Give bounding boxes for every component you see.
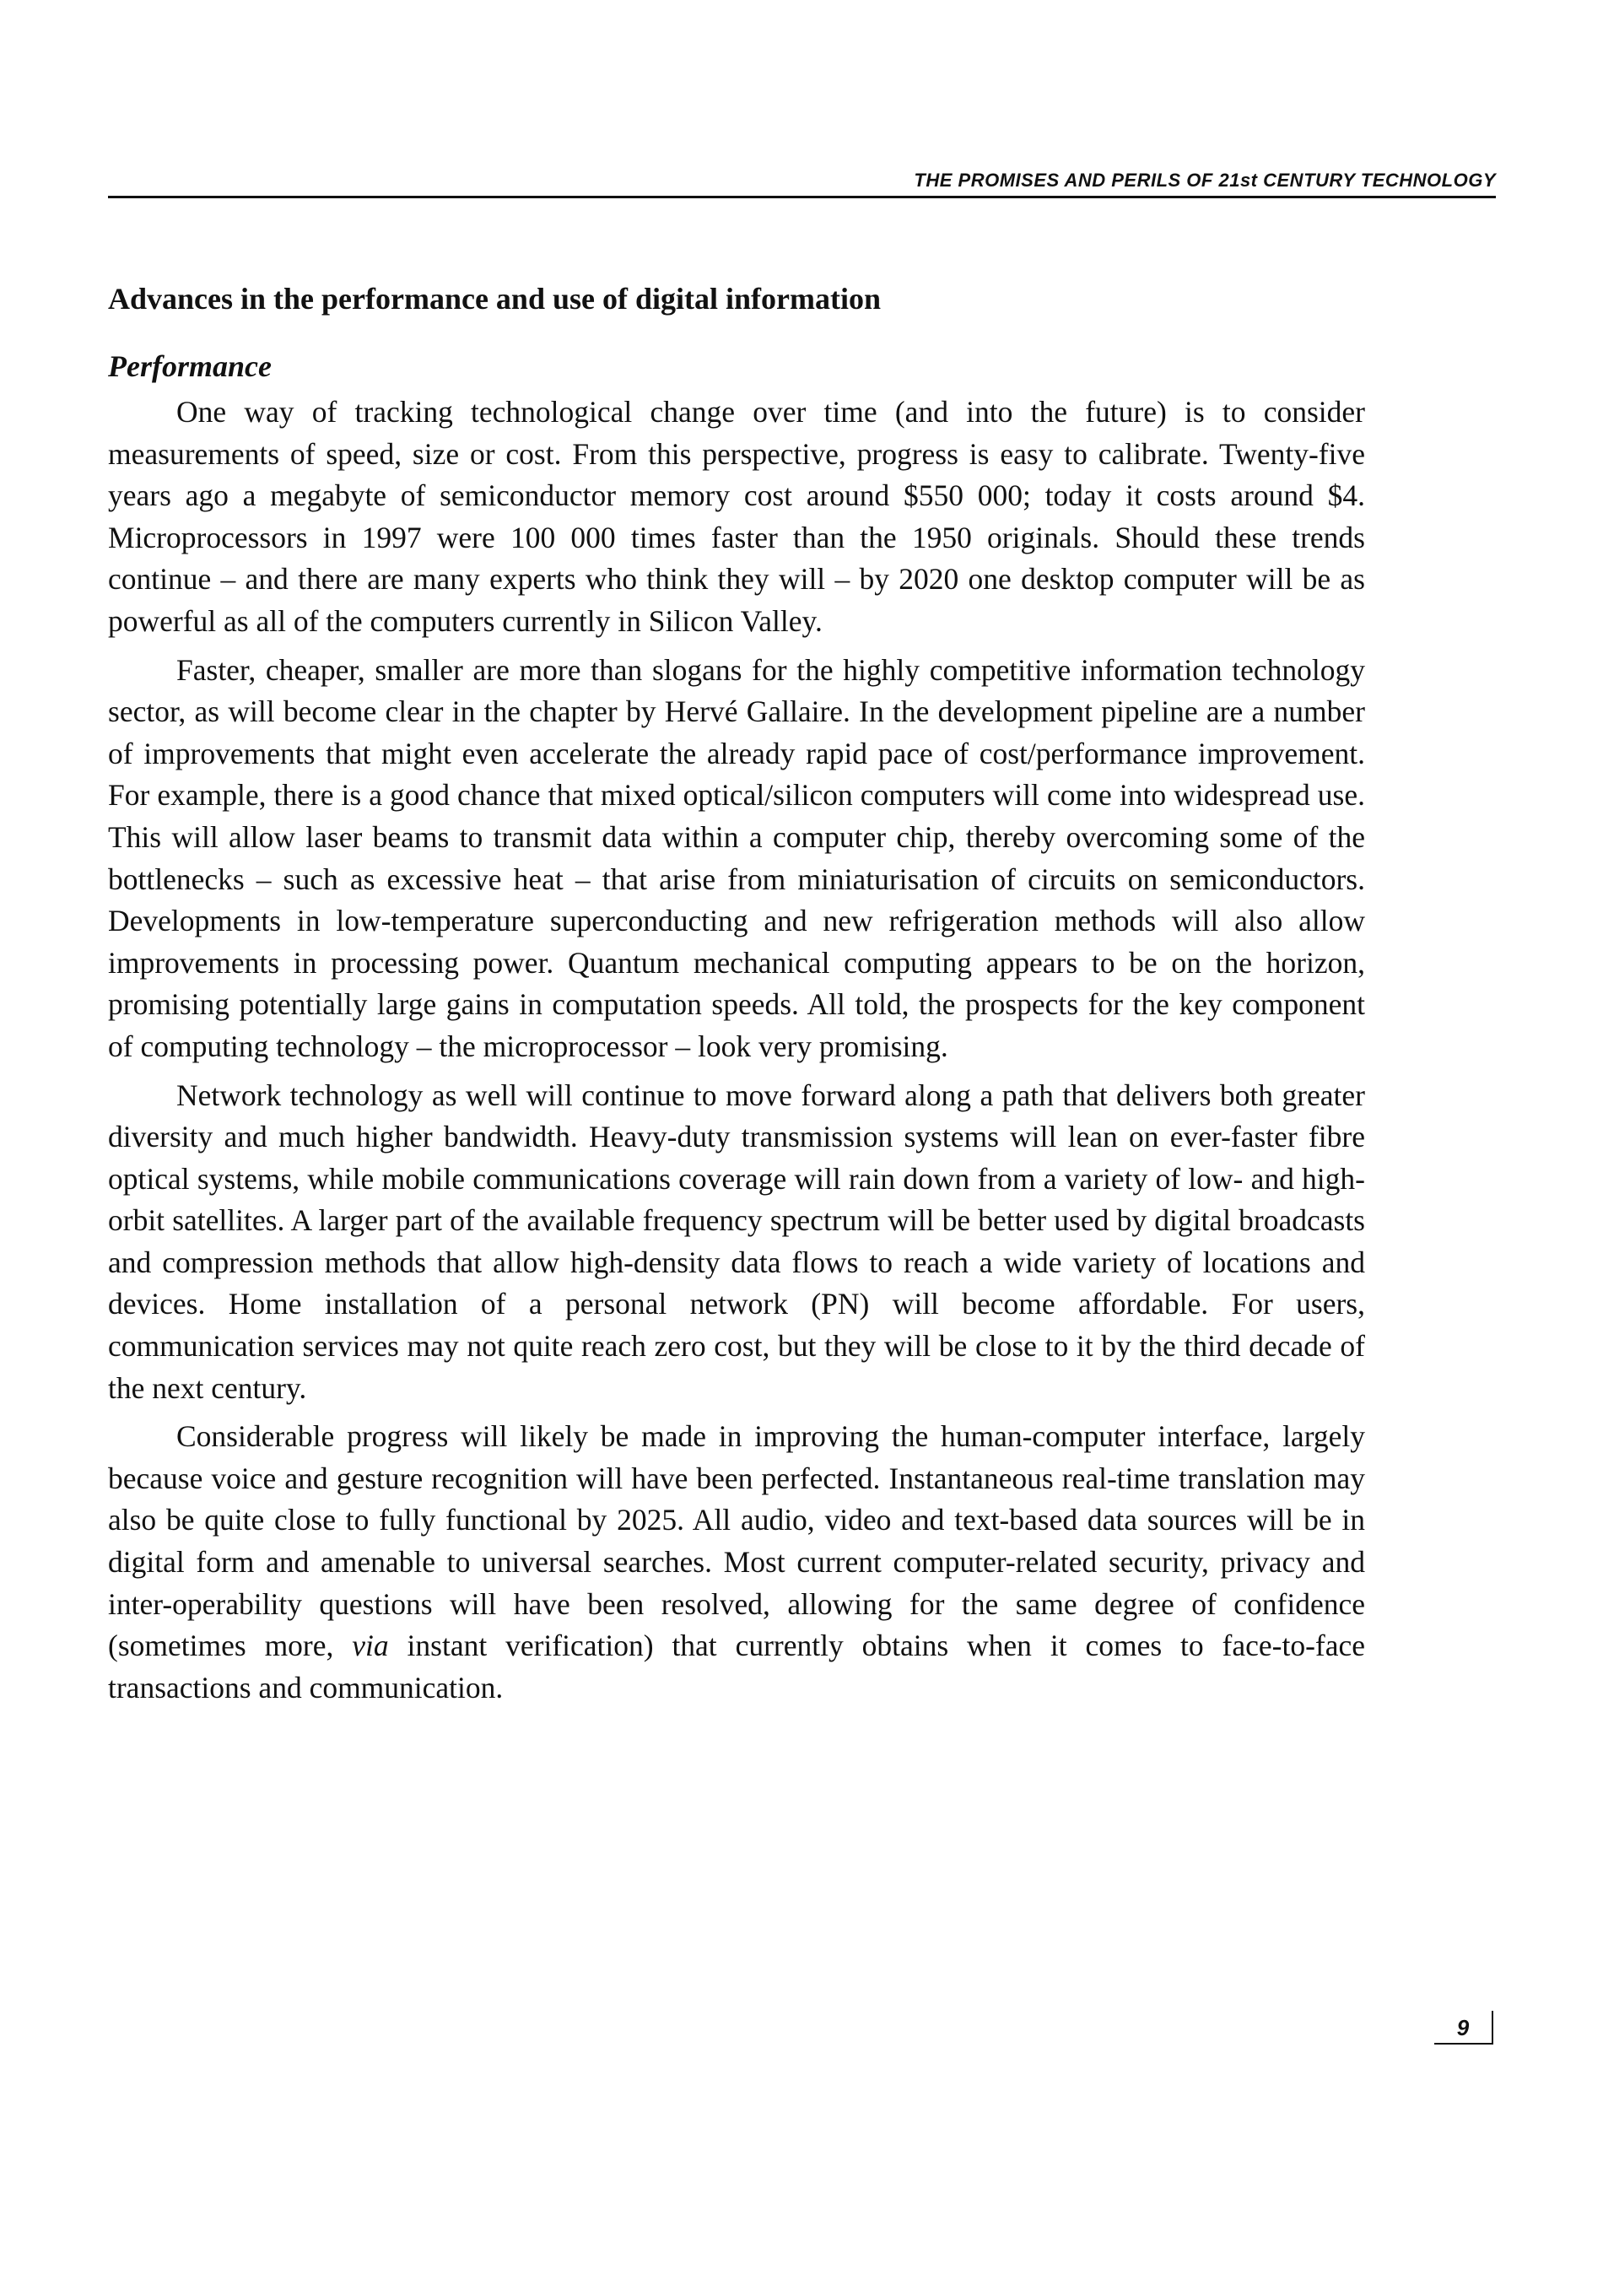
page-number: 9 [1434, 2011, 1493, 2045]
paragraph-4 [108, 1416, 1365, 1709]
paragraph-1: One way of tracking technological change over time (and into the future) is to consider measurements of speed, size or cost. From this perspective, progress is easy to calibrate. Twenty-five years ago a megabyte of semiconductor memory cost around $550 000; today it costs around $4. Microprocessors in 1997 were 100 000 times faster than the 1950 originals. Should these trends continue – and there are many experts who think they will – by 2020 one desktop computer will be as powerful as all of the computers currently in Silicon Valley. [108, 395, 1365, 638]
page-body [108, 278, 1365, 1715]
paragraph-4-text-b: instant verification) that currently obtains when it comes to face-to-face transactions and communication. [108, 1629, 1365, 1704]
section-heading: Advances in the performance and use of digital information [108, 282, 881, 316]
paragraph-2: Faster, cheaper, smaller are more than slogans for the highly competitive information technology sector, as will become clear in the chapter by Hervé Gallaire. In the development pipeline are a number of improvements that might even accelerate the already rapid pace of cost/performance improvement. For example, there is a good chance that mixed optical/silicon computers will come into widespread use. This will allow laser beams to transmit data within a computer chip, thereby overcoming some of the bottlenecks – such as excessive heat – that arise from miniaturisation of circuits on semiconductors. Developments in low-temperature superconducting and new refrigeration methods will also allow improvements in processing power. Quantum mechanical computing appears to be on the horizon, promising potentially large gains in computation speeds. All told, the prospects for the key component of computing technology – the microprocessor – look very promising. [108, 652, 1365, 1063]
paragraph-4-text-a: Considerable progress will likely be made in improving the human-computer interface, largely because voice and gesture recognition will have been perfected. Instantaneous real-time translation may also be quite close to fully functional by 2025. All audio, video and text-based data sources will be in digital form and amenable to universal searches. Most current computer-related security, privacy and inter-operability questions will have been resolved, allowing for the same degree of confidence (sometimes more, [108, 1419, 1365, 1663]
running-header [108, 165, 1496, 198]
running-title: THE PROMISES AND PERILS OF 21st CENTURY TECHNOLOGY [914, 170, 1496, 191]
paragraph-3: Network technology as well will continue to move forward along a path that delivers both greater diversity and much higher bandwidth. Heavy-duty transmission systems will lean on ever-faster fibre optical systems, while mobile communications coverage will rain down from a variety of low- and high-orbit satellites. A larger part of the available frequency spectrum will be better used by digital broadcasts and compression methods that allow high-density data flows to reach a wide variety of locations and devices. Home installation of a personal network (PN) will become affordable. For users, communication services may not quite reach zero cost, but they will be close to it by the third decade of the next century. [108, 1078, 1365, 1405]
paragraph-4-italic: via [352, 1629, 389, 1663]
subsection-heading: Performance [108, 349, 272, 383]
